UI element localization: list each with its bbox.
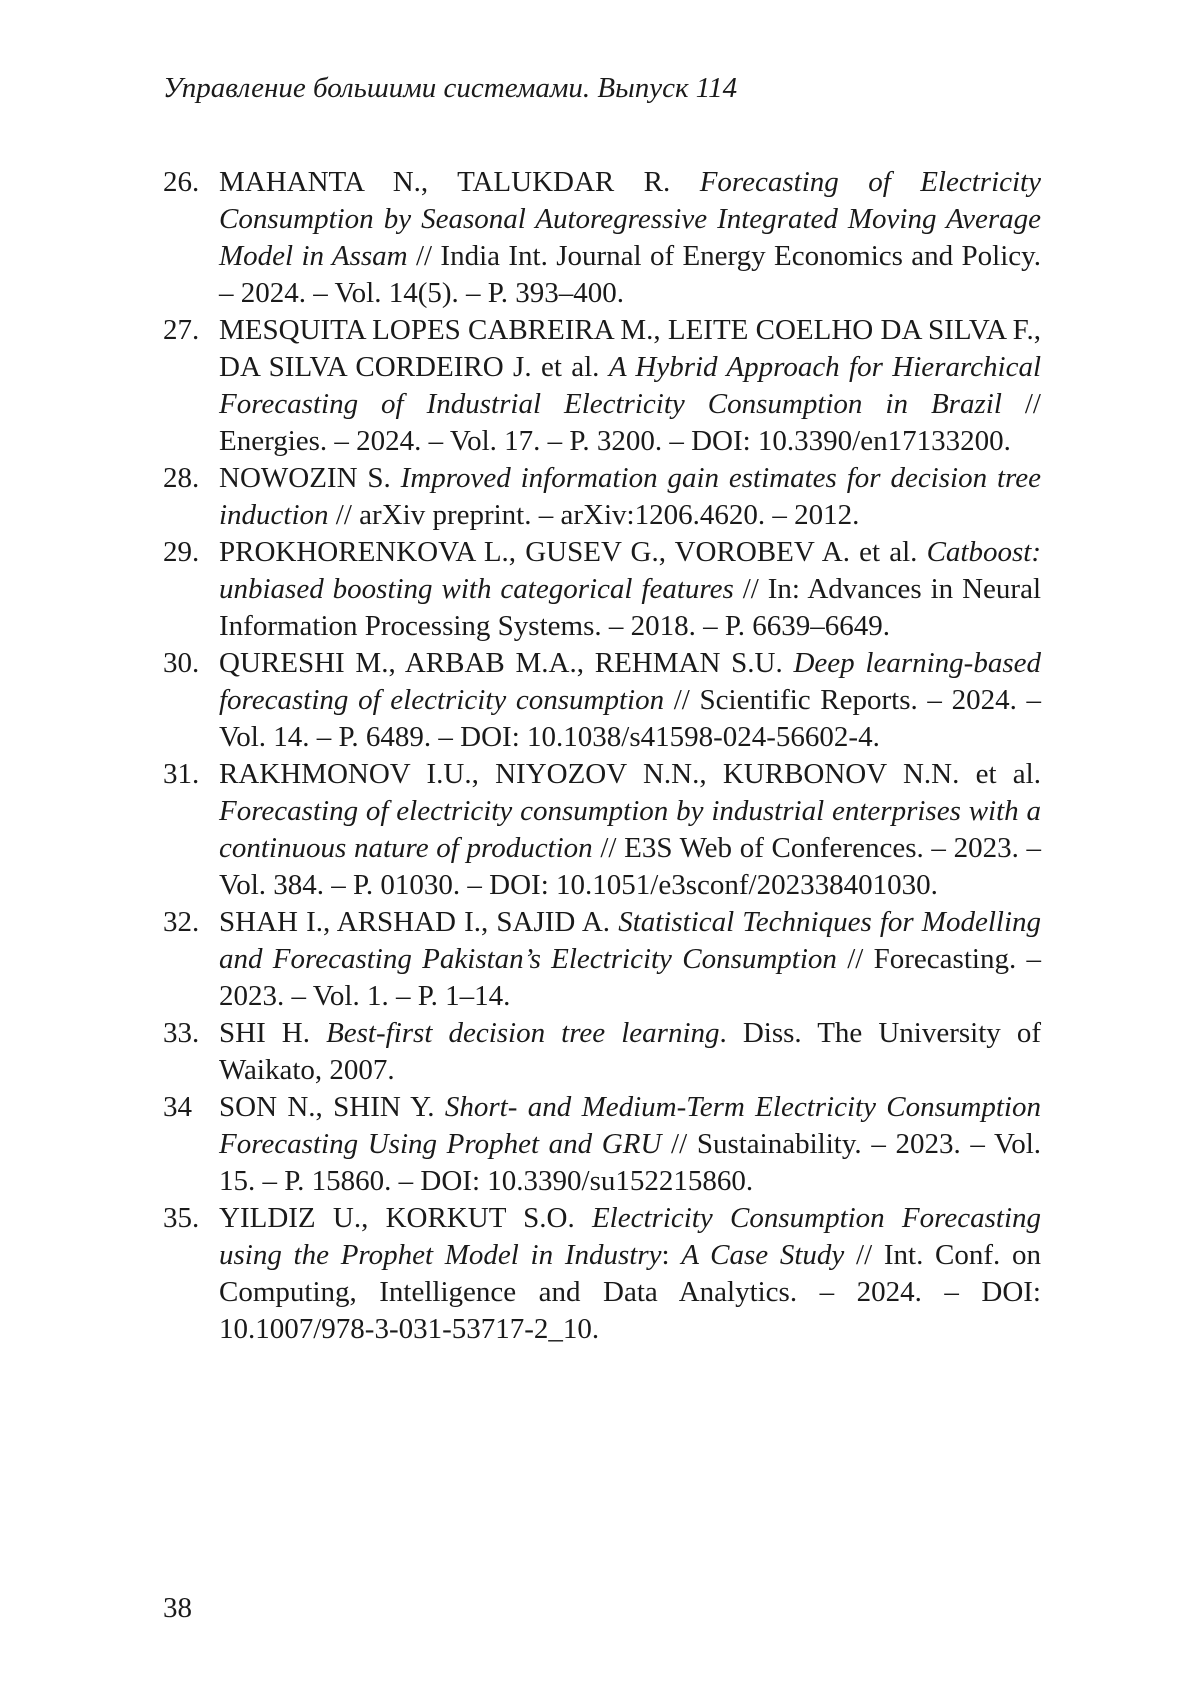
reference-title: Statistical Techniques for Modelling and Forecasting Pakistan’s Electricity Consump­tion — [219, 906, 1041, 975]
reference-list — [163, 164, 1041, 1348]
reference-title: A Case Study — [681, 1239, 844, 1271]
reference-item — [163, 1089, 1041, 1200]
reference-number: 34 — [163, 1089, 192, 1126]
reference-number: 35. — [163, 1200, 199, 1237]
reference-text — [219, 314, 1041, 457]
reference-segment: // arXiv preprint. – arXiv:1206.4620. – 2012. — [329, 499, 860, 531]
reference-number: 32. — [163, 904, 199, 941]
reference-segment: // Int. Conf. on Computing, Intelligence and Data Analytics. – 2024. – DOI: 10.1007/978-3-031-53717-2_10. — [219, 1239, 1041, 1345]
reference-segment: // In: Advances in Neural Information Processing Systems. – 2018. – P. 6639–6649. — [219, 573, 1041, 642]
reference-segment: // Forecasting. – 2023. – Vol. 1. – P. 1–14. — [219, 943, 1041, 1012]
reference-item — [163, 904, 1041, 1015]
reference-segment: . Diss. The University of Waikato, 2007. — [219, 1017, 1041, 1086]
reference-segment: PROKHORENKOVA L., GUSEV G., VOROBEV A. et al. — [219, 536, 927, 568]
reference-segment: SHI H. — [219, 1017, 326, 1049]
reference-title: Forecasting of electricity consumption by industrial enter­prises with a continuous nature of production — [219, 795, 1041, 864]
running-header: Управление большими системами. Выпуск 114 — [163, 68, 737, 108]
reference-text — [219, 1017, 1041, 1086]
reference-item — [163, 1200, 1041, 1348]
reference-item — [163, 756, 1041, 904]
reference-title: Catboost: unbiased boosting with categorical features — [219, 536, 1041, 605]
reference-segment: RAKHMONOV I.U., NIYOZOV N.N., KURBONOV N.N. et al. — [219, 758, 1041, 790]
reference-item — [163, 460, 1041, 534]
reference-text — [219, 758, 1041, 901]
reference-segment: NOWOZIN S. — [219, 462, 401, 494]
page-number: 38 — [163, 1588, 192, 1628]
reference-title: Forecasting of Electricity Consumption by Seasonal Autoregressive Integrated Moving Average Model in Assam — [219, 166, 1041, 272]
reference-title: Improved information gain estimates for decision tree induction — [219, 462, 1041, 531]
reference-segment: MAHANTA N., TALUKDAR R. — [219, 166, 700, 198]
reference-segment: // India Int. Journal of Energy Eco­nomics and Policy. – 2024. – Vol. 14(5). – P. 393–400. — [219, 240, 1041, 309]
reference-segment: : — [661, 1239, 681, 1271]
reference-item — [163, 534, 1041, 645]
reference-title: Short- and Medium-Term Electricity Consump­tion Forecasting Using Prophet and GRU — [219, 1091, 1041, 1160]
reference-segment: // E3S Web of Conferences. – 2023. – Vol. 384. – P. 01030. – DOI: 10.1051/e3sconf/202338401030. — [219, 832, 1041, 901]
reference-segment: SHAH I., ARSHAD I., SAJID A. — [219, 906, 618, 938]
reference-number: 31. — [163, 756, 199, 793]
reference-item — [163, 164, 1041, 312]
reference-text — [219, 462, 1041, 531]
reference-segment: // Energies. – 2024. – Vol. 17. – P. 3200. – DOI: 10.3390/en17133200. — [219, 388, 1041, 457]
reference-segment: YILDIZ U., KORKUT S.O. — [219, 1202, 592, 1234]
reference-text — [219, 906, 1041, 1012]
reference-title: Electricity Consumption Forecast­ing using the Prophet Model in Industry — [219, 1202, 1041, 1271]
reference-number: 28. — [163, 460, 199, 497]
reference-title: Deep learn­ing-based forecasting of electricity consumption — [219, 647, 1041, 716]
reference-title: A Hybrid Approach for Hierarchical Forecasting of Industrial Electricity Consump­tion in Brazil — [219, 351, 1041, 420]
reference-segment: QURESHI M., ARBAB M.A., REHMAN S.U. — [219, 647, 793, 679]
reference-number: 26. — [163, 164, 199, 201]
reference-text — [219, 166, 1041, 309]
reference-number: 27. — [163, 312, 199, 349]
reference-text — [219, 536, 1041, 642]
reference-item — [163, 645, 1041, 756]
reference-text — [219, 1202, 1041, 1345]
reference-number: 29. — [163, 534, 199, 571]
reference-title: Best-first decision tree learning — [326, 1017, 719, 1049]
reference-text — [219, 1091, 1041, 1197]
reference-item — [163, 312, 1041, 460]
reference-number: 30. — [163, 645, 199, 682]
reference-segment: MESQUITA LOPES CABREIRA M., LEITE COELHO DA SILVA F., DA SILVA CORDEIRO J. et al. — [219, 314, 1041, 383]
reference-item — [163, 1015, 1041, 1089]
reference-text — [219, 647, 1041, 753]
reference-segment: // Scientific Reports. – 2024. – Vol. 14. – P. 6489. – DOI: 10.1038/s41598-024-56602-4. — [219, 684, 1041, 753]
reference-segment: SON N., SHIN Y. — [219, 1091, 445, 1123]
reference-number: 33. — [163, 1015, 199, 1052]
reference-segment: // Sustainability. – 2023. – Vol. 15. – P. 15860. – DOI: 10.3390/su152215860. — [219, 1128, 1041, 1197]
